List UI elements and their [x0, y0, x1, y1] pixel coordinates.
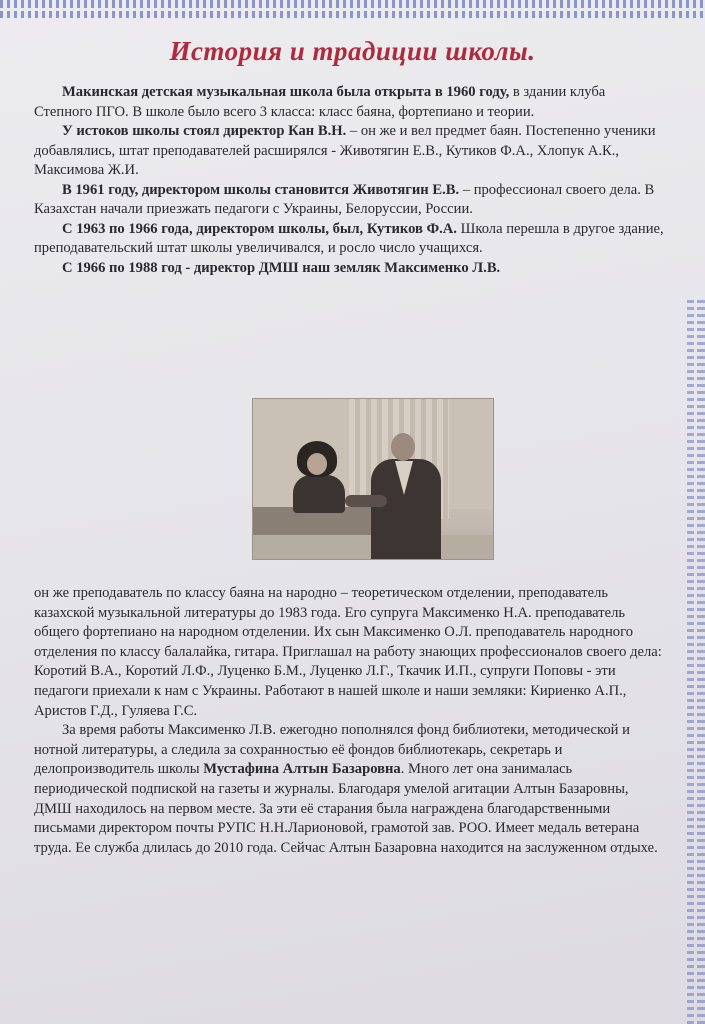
archive-photo [252, 398, 494, 560]
paragraph-body: . Много лет она занималась периодической подпиской на газеты и журналы. Благодаря умелой агитации Алтын Базаровны, ДМШ находилось на первом месте. За эти её старания была награждена благодарственными письмами директором почты РУПС Н.Н.Ларионовой, грамотой зав. РОО. Имеет медаль ветерана труда. Ее служба длилась до 2010 года. Сейчас Алтын Базаровна находится на заслуженном отдыхе. [34, 761, 658, 856]
paragraph-body: – профессионал своего дела. В Казахстан начали приезжать педагоги с Украины, Белоруссии, России. [34, 181, 655, 217]
paragraph-kutikov [34, 220, 664, 259]
paragraph-body: в здании клуба Степного ПГО. В школе было всего 3 класса: класс баяна, фортепиано и теории. [34, 84, 606, 120]
paragraph-zhivotyagin [34, 181, 664, 220]
page-title: История и традиции школы. [169, 36, 536, 66]
paragraph-lead: С 1966 по 1988 год - директор ДМШ наш земляк Максименко Л.В. [62, 259, 501, 276]
paragraph-body: Школа перешла в другое здание, преподавательский штат школы увеличивался, и росло число учащихся. [34, 220, 664, 256]
decorative-border-right [679, 300, 705, 1024]
paragraph-body: За время работы Максименко Л.В. ежегодно пополнялся фонд библиотеки, методической и нотной литературы, а следила за сохранностью её фондов библиотекарь, секретарь и делопроизводитель школы [34, 722, 630, 778]
paragraph-lead: У истоков школы стоял директор Кан В.Н. [62, 123, 347, 139]
librarian-name: Мустафина Алтын Базаровна [203, 761, 401, 778]
paragraph-maksimenko [34, 259, 664, 279]
paragraph-library [34, 721, 664, 858]
paragraph-lead: Макинская детская музыкальная школа была открыта в 1960 году, [62, 84, 510, 100]
paragraph-body: – он же и вел предмет баян. Постепенно ученики добавлялись, штат преподавателей расширялся - Животягин Е.В., Кутиков Ф.А., Хлопук А.К., Максимова Ж.И. [34, 123, 656, 178]
paragraph-lead: В 1961 году, директором школы становится Животягин Е.В. [62, 181, 460, 198]
history-text-bottom [34, 584, 664, 858]
paragraph-kan [34, 122, 664, 181]
paragraph-staff: он же преподаватель по классу баяна на народно – теоретическом отделении, преподаватель казахской музыкальной литературы до 1983 года. Его супруга Максименко Н.А. преподаватель общего фортепиано на народном отделении. Их сын Максименко О.Л. преподаватель народного отделения по классу балалайка, гитара. Приглашал на работу знающих профессионалов своего дела: Коротий В.А., Коротий Л.Ф., Луценко Б.М., Луценко Л.Г., Ткачик И.П., супруги Поповы - эти педагоги приехали к нам с Украины. Работают в нашей школе и наши земляки: Кириенко А.П., Аристов Г.Д., Гуляева Г.С. [34, 585, 662, 719]
decorative-border-top [0, 0, 705, 22]
history-text-top [34, 83, 664, 278]
paragraph-lead: С 1963 по 1966 года, директором школы, был, Кутиков Ф.А. [62, 220, 457, 237]
paragraph-founding [34, 83, 664, 122]
